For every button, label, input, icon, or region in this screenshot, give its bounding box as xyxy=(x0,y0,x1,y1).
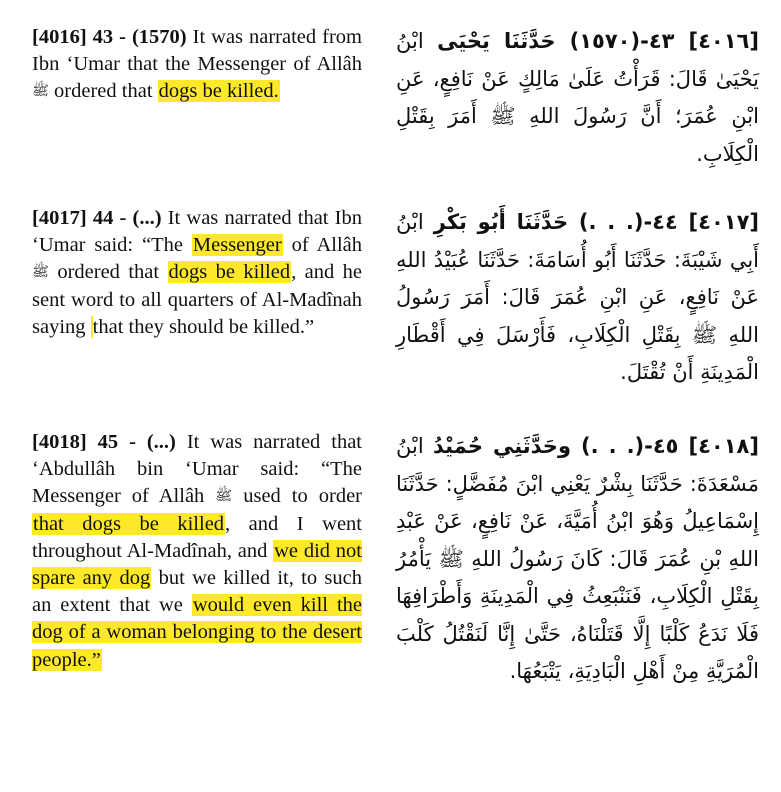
highlighted-text: we did not spare any dog xyxy=(32,539,362,590)
hadith-4016-arabic xyxy=(396,23,759,173)
honorific-glyph: ﷺ xyxy=(215,489,233,505)
narration-opening: حَدَّثَنَا أَبُو بَكْرِ xyxy=(433,210,579,234)
hadith-text: It was narrated that Ibn ‘Umar said: “The xyxy=(32,207,362,257)
hadith-text: It was narrated that ‘Abdullâh bin ‘Umar said: “The Messenger of Allâh xyxy=(32,431,362,508)
hadith-text: used to order xyxy=(232,485,362,508)
hadith-text: , and I went throughout Al-Madînah, and xyxy=(32,512,362,562)
honorific-glyph: ﷺ xyxy=(32,84,49,100)
highlighted-text: Messenger xyxy=(192,234,282,257)
hadith-4017-english xyxy=(32,205,362,341)
hadith-text-arabic: ابْنُ أَبِي شَيْبَةَ: حَدَّثَنَا أَبُو أُسَامَةَ: حَدَّثَنَا عُبَيْدُ اللهِ عَنْ نَافِعٍ، عَنِ ابْنِ عُمَرَ قَالَ: أَمَرَ رَسُولُ اللهِ ﷺ بِقَتْلِ الْكِلَابِ، فَأَرْسَلَ فِي أَقْطَارِ الْمَدِينَةِ أَنْ تُقْتَلَ. xyxy=(396,210,759,384)
hadith-number-arabic: [٤٠١٨] ٤٥-(. . .) xyxy=(581,434,759,458)
hadith-text: It was narrated from Ibn ‘Umar that the Messenger of Allâh xyxy=(32,26,362,76)
hadith-text: but we killed it, to such an extent that we xyxy=(32,567,362,617)
hadith-number: [4017] 44 - (...) xyxy=(32,207,162,229)
hadith-text: ordered that xyxy=(48,261,168,284)
highlighted-text: would even kill the dog of a woman belonging to the desert people.” xyxy=(32,594,362,671)
hadith-text: ordered that xyxy=(48,80,158,103)
highlighted-text: that dogs be killed xyxy=(33,512,225,535)
hadith-text-arabic: ابْنُ مَسْعَدَةَ: حَدَّثَنَا بِشْرٌ يَعْنِي ابْنَ مُفَضَّلٍ: حَدَّثَنَا إِسْمَاعِيلُ وَهُوَ ابْنُ أُمَيَّةَ، عَنْ نَافِعٍ، عَنْ عَبْدِ اللهِ بْنِ عُمَرَ قَالَ: كَانَ رَسُولُ اللهِ ﷺ يَأْمُرُ بِقَتْلِ الْكِلَابِ، فَنَنْبَعِثُ فِي الْمَدِينَةِ وَأَطْرَافِهَا فَلَا نَدَعُ كَلْبًا إِلَّا قَتَلْنَاهُ، حَتَّىٰ إِنَّا لَنَقْتُلُ كَلْبَ الْمُرَيَّةِ مِنْ أَهْلِ الْبَادِيَةِ، يَتْبَعُهَا. xyxy=(396,434,759,683)
hadith-text: of Allâh xyxy=(282,234,362,257)
hadith-4018-english xyxy=(32,429,362,674)
hadith-text-arabic: ابْنُ يَحْيَىٰ قَالَ: قَرَأْتُ عَلَىٰ مَالِكٍ عَنْ نَافِعٍ، عَنِ ابْنِ عُمَرَ؛ أَنَّ رَسُولَ اللهِ ﷺ أَمَرَ بِقَتْلِ الْكِلَابِ. xyxy=(396,29,759,166)
hadith-text: , and he sent word to all quarters of Al-Madînah saying xyxy=(32,261,363,338)
highlighted-text: dogs be killed xyxy=(168,261,291,284)
hadith-text: that they should be killed.” xyxy=(92,315,315,338)
highlighted-text: dogs be killed. xyxy=(158,80,279,103)
narration-opening: حَدَّثَنَا يَحْيَى xyxy=(437,29,570,53)
hadith-number-arabic: [٤٠١٧] ٤٤-(. . .) xyxy=(578,210,760,234)
narration-opening: وحَدَّثَنِي حُمَيْدُ xyxy=(433,434,581,458)
hadith-number-arabic: [٤٠١٦] ٤٣-(١٥٧٠) xyxy=(569,29,759,53)
hadith-4017-arabic xyxy=(396,204,759,392)
hadith-number: [4018] 45 - (...) xyxy=(32,431,176,453)
honorific-glyph: ﷺ xyxy=(32,265,49,281)
hadith-4016-english xyxy=(32,24,362,106)
hadith-number: [4016] 43 - (1570) xyxy=(32,26,187,48)
hadith-4018-arabic xyxy=(396,428,759,691)
